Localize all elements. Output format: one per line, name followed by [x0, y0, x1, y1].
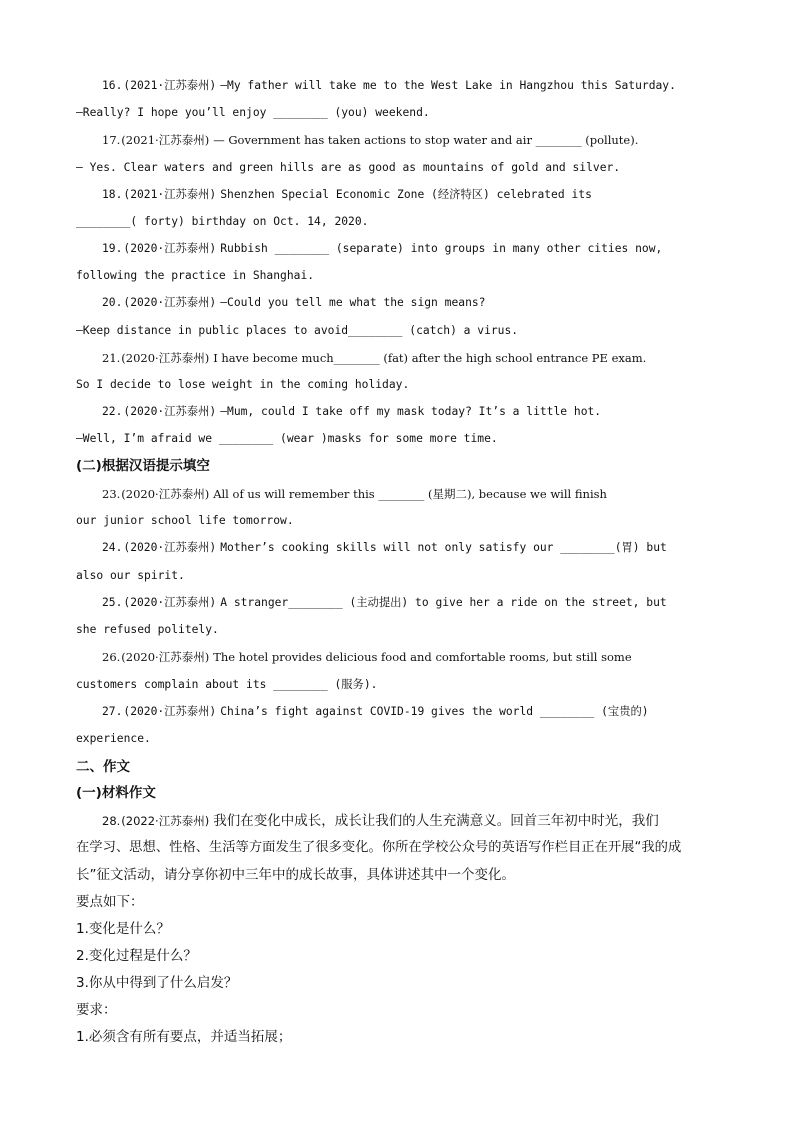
question-26-line-1: 26.(2020·江苏泰州) The hotel provides delicious food and comfortable rooms, but still some	[102, 650, 632, 664]
question-23-line-2: our junior school life tomorrow.	[76, 514, 294, 527]
question-26-line-2: customers complain about its ________ (服务).	[76, 678, 378, 691]
requirements-heading: 要求：	[76, 1002, 117, 1018]
question-22-line-2: —Well, I’m afraid we ________ (wear )masks for some more time.	[76, 432, 498, 445]
point-1: 1.变化是什么？	[76, 921, 170, 937]
question-16-line-2: —Really? I hope you’ll enjoy ________ (you) weekend.	[76, 106, 430, 119]
question-22-line-1: 22.(2020·江苏泰州) —Mum, could I take off my mask today? It’s a little hot.	[102, 405, 602, 418]
part-heading-composition: 二、作文	[76, 759, 130, 775]
question-25-line-1: 25.(2020·江苏泰州) A stranger________ (主动提出) to give her a ride on the street, but	[102, 596, 667, 609]
question-21-line-1: 21.(2020·江苏泰州) I have become much________ (fat) after the high school entrance PE exam.	[102, 351, 647, 365]
section-heading-2: (二)根据汉语提示填空	[76, 458, 210, 474]
question-18-line-1: 18.(2021·江苏泰州) Shenzhen Special Economic Zone (经济特区) celebrated its	[102, 188, 592, 201]
requirement-1: 1.必须含有所有要点，并适当拓展；	[76, 1029, 292, 1045]
question-23-line-1: 23.(2020·江苏泰州) All of us will remember this ________ (星期二), because we will finish	[102, 487, 607, 501]
question-20-line-2: —Keep distance in public places to avoid________ (catch) a virus.	[76, 324, 519, 337]
question-28-line-1: 28.(2022·江苏泰州) 我们在变化中成长，成长让我们的人生充满意义。回首三年初中时光，我们	[102, 813, 659, 829]
question-25-line-2: she refused politely.	[76, 623, 219, 636]
question-27-line-2: experience.	[76, 732, 151, 745]
question-28-line-3: 长”征文活动，请分享你初中三年中的成长故事，具体讲述其中一个变化。	[76, 867, 515, 883]
section-heading-material: (一)材料作文	[76, 785, 156, 801]
question-20-line-1: 20.(2020·江苏泰州) —Could you tell me what the sign means?	[102, 296, 486, 309]
question-19-line-2: following the practice in Shanghai.	[76, 269, 315, 282]
question-19-line-1: 19.(2020·江苏泰州) Rubbish ________ (separate) into groups in many other cities now,	[102, 242, 663, 255]
question-17-line-2: — Yes. Clear waters and green hills are as good as mountains of gold and silver.	[76, 161, 621, 174]
question-17-line-1: 17.(2021·江苏泰州) — Government has taken actions to stop water and air ________ (pollute).	[102, 133, 639, 147]
points-heading: 要点如下：	[76, 894, 144, 910]
question-21-line-2: So I decide to lose weight in the coming holiday.	[76, 378, 410, 391]
question-18-line-2: ________( forty) birthday on Oct. 14, 2020.	[76, 215, 369, 228]
question-28-line-2: 在学习、思想、性格、生活等方面发生了很多变化。你所在学校公众号的英语写作栏目正在开展“我的成	[76, 840, 682, 855]
question-27-line-1: 27.(2020·江苏泰州) China’s fight against COVID-19 gives the world ________ (宝贵的)	[102, 705, 649, 718]
question-16-line-1: 16.(2021·江苏泰州) —My father will take me to the West Lake in Hangzhou this Saturday.	[102, 79, 676, 92]
question-24-line-2: also our spirit.	[76, 569, 185, 582]
point-2: 2.变化过程是什么？	[76, 948, 197, 964]
question-24-line-1: 24.(2020·江苏泰州) Mother’s cooking skills will not only satisfy our ________(胃) but	[102, 541, 667, 554]
point-3: 3.你从中得到了什么启发？	[76, 975, 238, 991]
